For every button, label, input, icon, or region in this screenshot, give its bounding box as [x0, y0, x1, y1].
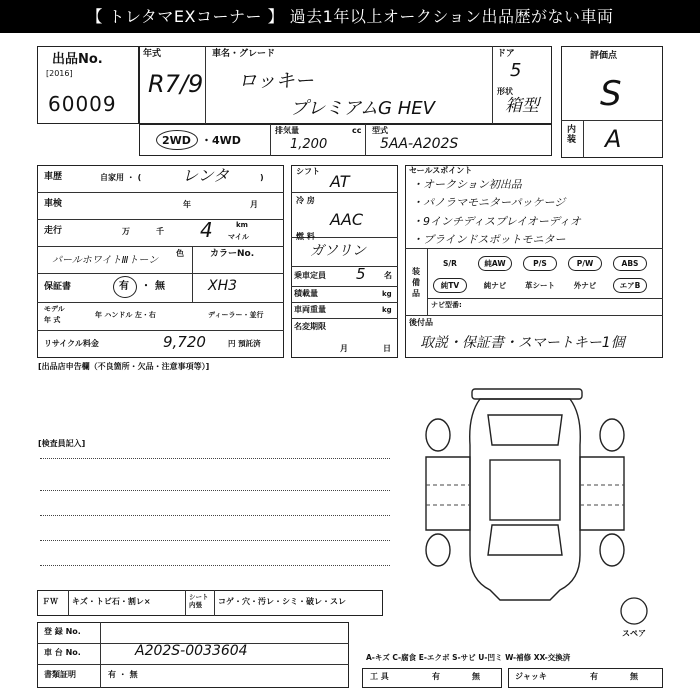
- warranty-yes: 有: [119, 281, 129, 292]
- tools-label: 工 具: [370, 672, 389, 681]
- model-spec-label2: 年 式: [44, 316, 61, 324]
- sales-item-3: ・9インチディスプレイオーディオ: [412, 215, 581, 228]
- lot-year-tag: [2016]: [46, 69, 73, 78]
- equipment-badge: エアB: [613, 278, 647, 293]
- equipment-badge: 純ナビ: [483, 281, 507, 290]
- recycle-unit: 円 預託済: [228, 339, 261, 348]
- name-change-label: 名変期限: [294, 322, 326, 331]
- spare-label: スペア: [622, 629, 646, 638]
- chassis-label: 車 台 No.: [44, 648, 81, 657]
- accessories-label: 後付品: [409, 318, 433, 327]
- model-code-value: 5AA-A202S: [380, 136, 459, 152]
- tools-yes: 有: [432, 672, 440, 681]
- color-label: 色: [176, 249, 184, 258]
- mileage-unit1: km: [236, 221, 248, 229]
- displacement-label: 排気量: [275, 126, 299, 135]
- papers-label: 書類証明: [44, 670, 76, 679]
- capacity-value: 5: [356, 265, 366, 283]
- registration-label: 登 録 No.: [44, 627, 81, 636]
- mileage-unit2: マイル: [228, 233, 249, 241]
- recycle-value: 9,720: [163, 333, 206, 351]
- accessories-value: 取説・保証書・スマートキー1個: [420, 335, 625, 351]
- chassis-value: A202S-0033604: [135, 643, 248, 659]
- tools-no: 無: [472, 672, 480, 681]
- history-value: レンタ: [182, 166, 229, 185]
- drive-2wd: 2WD: [162, 134, 191, 147]
- recycle-label: リサイクル料金: [44, 339, 99, 348]
- year-model-label: 年式: [143, 49, 162, 59]
- doors-value: 5: [510, 60, 522, 81]
- displacement-unit: cc: [352, 126, 362, 135]
- equipment-label: 装備品: [412, 267, 420, 298]
- notes-label: [出品店申告欄（不良箇所・欠品・注意事項等）]: [38, 362, 210, 371]
- equipment-badge: S/R: [443, 259, 457, 268]
- shift-value: AT: [330, 172, 350, 191]
- cooling-value: AAC: [330, 210, 364, 229]
- shape-label: 形状: [497, 87, 513, 96]
- equipment-badge: P/S: [523, 256, 557, 271]
- name-change-day: 日: [383, 344, 391, 353]
- doors-label: ドア: [497, 49, 515, 59]
- warranty-mid: ・: [141, 281, 151, 292]
- navi-label: ナビ型番:: [431, 301, 462, 309]
- mileage-label: 走行: [44, 226, 63, 236]
- model-spec-handle: 年 ハンドル 左・右: [95, 311, 156, 319]
- score-value: S: [600, 74, 622, 114]
- mileage-value: 4: [200, 218, 213, 242]
- capacity-unit: 名: [384, 271, 392, 280]
- inspector-label: [検査員記入]: [38, 439, 86, 448]
- sales-label: セールスポイント: [409, 166, 473, 175]
- color-value: パールホワイトⅢトーン: [52, 255, 159, 266]
- fuel-label: 燃 料: [296, 232, 315, 241]
- jack-yes: 有: [590, 672, 598, 681]
- equipment-badge: 外ナビ: [573, 281, 597, 290]
- spare-tire-icon: [617, 596, 651, 626]
- history-options: 自家用 ・ (: [100, 173, 142, 182]
- fw-text: キズ・トビ石・割レ×: [72, 597, 151, 606]
- fuel-value: ガソリン: [310, 243, 366, 259]
- mileage-man: 万: [122, 227, 130, 236]
- model-spec-dealer: ディーラー・並行: [208, 311, 264, 319]
- drive-4wd: ・4WD: [201, 134, 241, 147]
- load-unit: kg: [382, 290, 392, 298]
- lot-number: 60009: [48, 92, 117, 116]
- jack-label: ジャッキ: [515, 672, 547, 681]
- shift-label: シフト: [296, 167, 320, 176]
- damage-legend: A-キズ C-腐食 E-エクボ S-サビ U-凹ミ W-補修 XX-交換済: [366, 653, 571, 662]
- interior-value: A: [605, 125, 622, 153]
- banner: 【 トレタマEXコーナー 】 過去1年以上オークション出品歴がない車両: [0, 0, 700, 33]
- lot-box: [37, 46, 139, 124]
- fw-label: ＦＷ: [42, 597, 58, 606]
- colorno-label: カラーNo.: [210, 249, 255, 259]
- name-label: 車名・グレード: [212, 49, 276, 59]
- seat-text: コゲ・穴・汚レ・シミ・破レ・スレ: [218, 597, 346, 606]
- sales-item-4: ・ブラインドスポットモニター: [412, 233, 566, 246]
- sales-item-2: ・パノラマモニターパッケージ: [412, 196, 566, 209]
- cooling-label: 冷 房: [296, 196, 315, 205]
- lot-label: 出品No.: [52, 52, 103, 67]
- equipment-badge: P/W: [568, 256, 602, 271]
- shape-value: 箱型: [505, 96, 539, 116]
- model-code-label: 型式: [372, 126, 388, 135]
- papers-text: 有 ・ 無: [108, 670, 138, 679]
- interior-label: 内装: [567, 125, 577, 145]
- name-change-month: 月: [340, 344, 348, 353]
- equipment-badge: 純TV: [433, 278, 467, 293]
- mileage-sen: 千: [156, 227, 164, 236]
- load-label: 積載量: [294, 289, 318, 298]
- warranty-no: 無: [155, 281, 165, 292]
- seat-label: シート内張: [189, 593, 209, 609]
- equipment-badge: 純AW: [478, 256, 512, 271]
- history-label: 車歴: [44, 172, 63, 182]
- model-spec-label1: モデル: [44, 305, 65, 313]
- year-model-value: R7/9: [148, 70, 204, 98]
- weight-label: 車両重量: [294, 305, 326, 314]
- jack-no: 無: [630, 672, 638, 681]
- name-line1: ロッキー: [238, 70, 314, 92]
- inspection-month: 月: [250, 200, 258, 209]
- score-label: 評価点: [590, 51, 618, 61]
- capacity-label: 乗車定員: [294, 271, 326, 280]
- displacement-value: 1,200: [290, 137, 328, 152]
- weight-unit: kg: [382, 306, 392, 314]
- equipment-badge: 革シート: [525, 281, 555, 290]
- history-close: ): [260, 173, 264, 182]
- sales-item-1: ・オークション初出品: [412, 178, 522, 191]
- name-line2: プレミアムG HEV: [290, 98, 435, 119]
- car-damage-diagram: [410, 375, 660, 625]
- inspection-year: 年: [183, 200, 191, 209]
- equipment-badge: ABS: [613, 256, 647, 271]
- inspection-label: 車検: [44, 199, 63, 209]
- warranty-label: 保証書: [44, 282, 72, 292]
- colorno-value: XH3: [208, 278, 238, 294]
